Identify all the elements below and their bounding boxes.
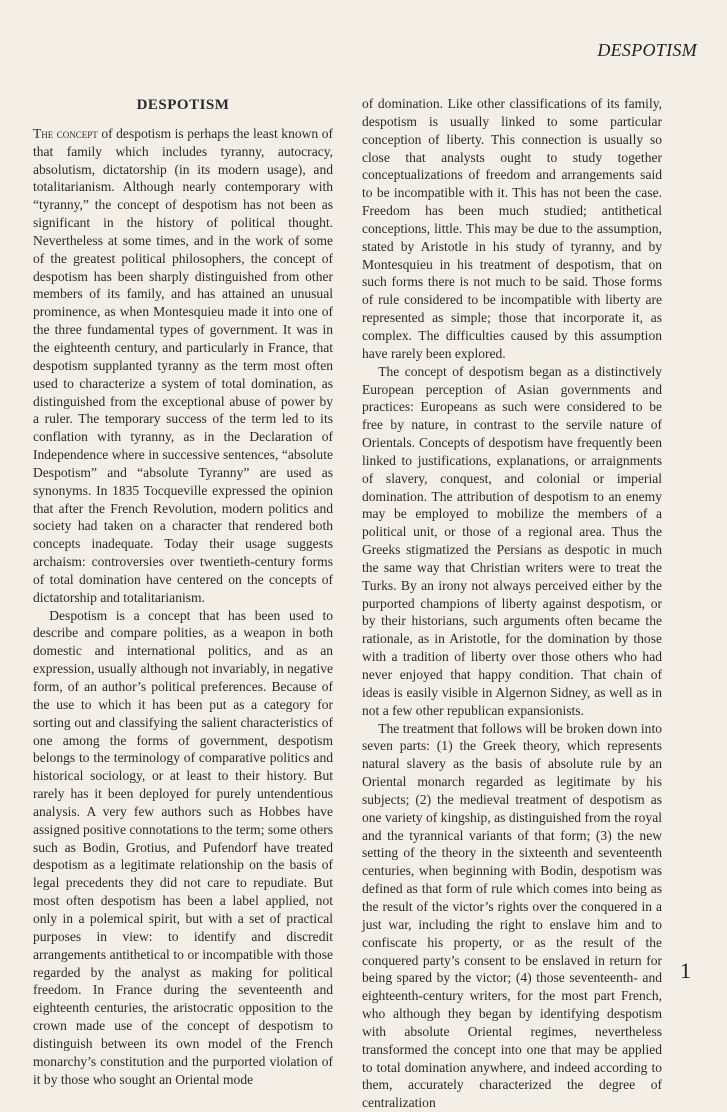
- paragraph-2-continued: of domination. Like other classifications of its family, despotism is usually linked to some particular conception of liberty. This connection is usually so close that analysts ought to study together conceptualizations of freedom and arrangements said to be incompatible with it. This has not been the case. Freedom has been much studied; antithetical conceptions, little. This may be due to the assumption, stated by Aristotle in his study of tyranny, and by Montesquieu in his treatment of despotism, that on such forms there is not much to be said. Those forms of rule considered to be incompatible with liberty are represented as simple; those that incorporate it, as complex. The difficulties caused by this assumption have rarely been explored.: [362, 96, 662, 361]
- page-number: 1: [680, 958, 691, 983]
- paragraph-4: The treatment that follows will be broken down into seven parts: (1) the Greek theory, which represents natural slavery as the basis of absolute rule by an Oriental monarch regarded as legitimate by his subjects; (2) the medieval treatment of despotism as one variety of kingship, as distinguished from the royal and the tyrannical variants of that form; (3) the new setting of the theory in the sixteenth and seventeenth centuries, when beginning with Bodin, despotism was defined as that form of rule which comes into being as the result of the victor’s rights over the conquered in a just war, including the right to enslave him and to confiscate his property, or as the result of the conquered party’s consent to be enslaved in return for being spared by the victor; (4) those seventeenth- and eighteenth-century writers, for the most part French, who although they began by identifying despotism with absolute Oriental regimes, nevertheless transformed the concept into one that may be applied to total domination anywhere, and indeed according to them, accurately characterized the degree of centralization: [362, 720, 662, 1111]
- left-column: [33, 95, 333, 1088]
- right-column: [362, 95, 662, 1112]
- paragraph-1-text: of despotism is perhaps the least known of that family which includes tyranny, autocracy, absolutism, dictatorship (in its modern usage), and totalitarianism. Although nearly contemporary with “tyranny,” the concept of despotism has not been as significant in the history of political thought. Nevertheless at some times, and in the work of some of the greatest political philosophers, the concept of despotism has been sharply distinguished from other members of its family, and has attained an unusual prominence, as when Montesquieu made it into one of the three fundamental types of government. It was in the eighteenth century, and particularly in France, that despotism supplanted tyranny as the term most often used to characterize a system of total domination, as distinguished from the exceptional abuse of power by a ruler. The temporary success of the term led to its conflation with tyranny, as in the Declaration of Independence where in successive sentences, “absolute Despotism” and “absolute Tyranny” are used as synonyms. In 1835 Tocqueville expressed the opinion that after the French Revolution, modern politics and society had taken on a character that rendered both concepts inadequate. Today their usage suggests archaism: controversies over twentieth-century forms of total domination have centered on the concepts of dictatorship and totalitarianism.: [33, 125, 333, 605]
- paragraph-2: Despotism is a concept that has been used to describe and compare polities, as a weapon in both domestic and international politics, and as an expression, usually although not invariably, in negative form, of an author’s political preferences. Because of the use to which it has been put as a category for sorting out and classifying the salient characteristics of one among the forms of government, despotism belongs to the terminology of comparative politics and historical sociology, or at least to their history. But rarely has it been deployed for purely untendentious analysis. A very few authors such as Hobbes have assigned positive connotations to the term; some others such as Bodin, Grotius, and Pufendorf have treated despotism as a legitimate relationship on the basis of legal precedents they did not care to repudiate. But most often despotism has been a label applied, not only in a polemical spirit, but with a set of practical purposes in view: to identify and discredit arrangements antithetical to or incompatible with those regarded by the analyst as making for political freedom. In France during the seventeenth and eighteenth centuries, the aristocratic opposition to the crown made use of the concept of despotism to distinguish between its own model of the French monarchy’s constitution and the purported violation of it by those who sought an Oriental mode: [33, 607, 333, 1087]
- running-head: DESPOTISM: [597, 40, 697, 60]
- article-title: DESPOTISM: [136, 97, 230, 113]
- lead-in: The concept: [33, 125, 98, 141]
- paragraph-3: The concept of despotism began as a distinctively European perception of Asian governments and practices: Europeans as such were considered to be free by nature, in contrast to the servile nature of Orientals. Concepts of despotism have frequently been linked to justifications, explanations, or arraignments of slavery, conquest, and colonial or imperial domination. The attribution of despotism to an enemy may be employed to mobilize the members of a political unit, or those of a regional area. Thus the Greeks stigmatized the Persians as despotic in much the same way that Christian writers were to treat the Turks. By an irony not always perceived either by the purported champions of liberty against despotism, or by their historians, such arguments often became the rationale, as in Aristotle, for the domination by those with a tradition of liberty over those others who had never enjoyed that happy condition. That chain of ideas is easily visible in Algernon Sidney, as well as in not a few other republican expansionists.: [362, 363, 662, 718]
- paragraph-1: [33, 125, 333, 607]
